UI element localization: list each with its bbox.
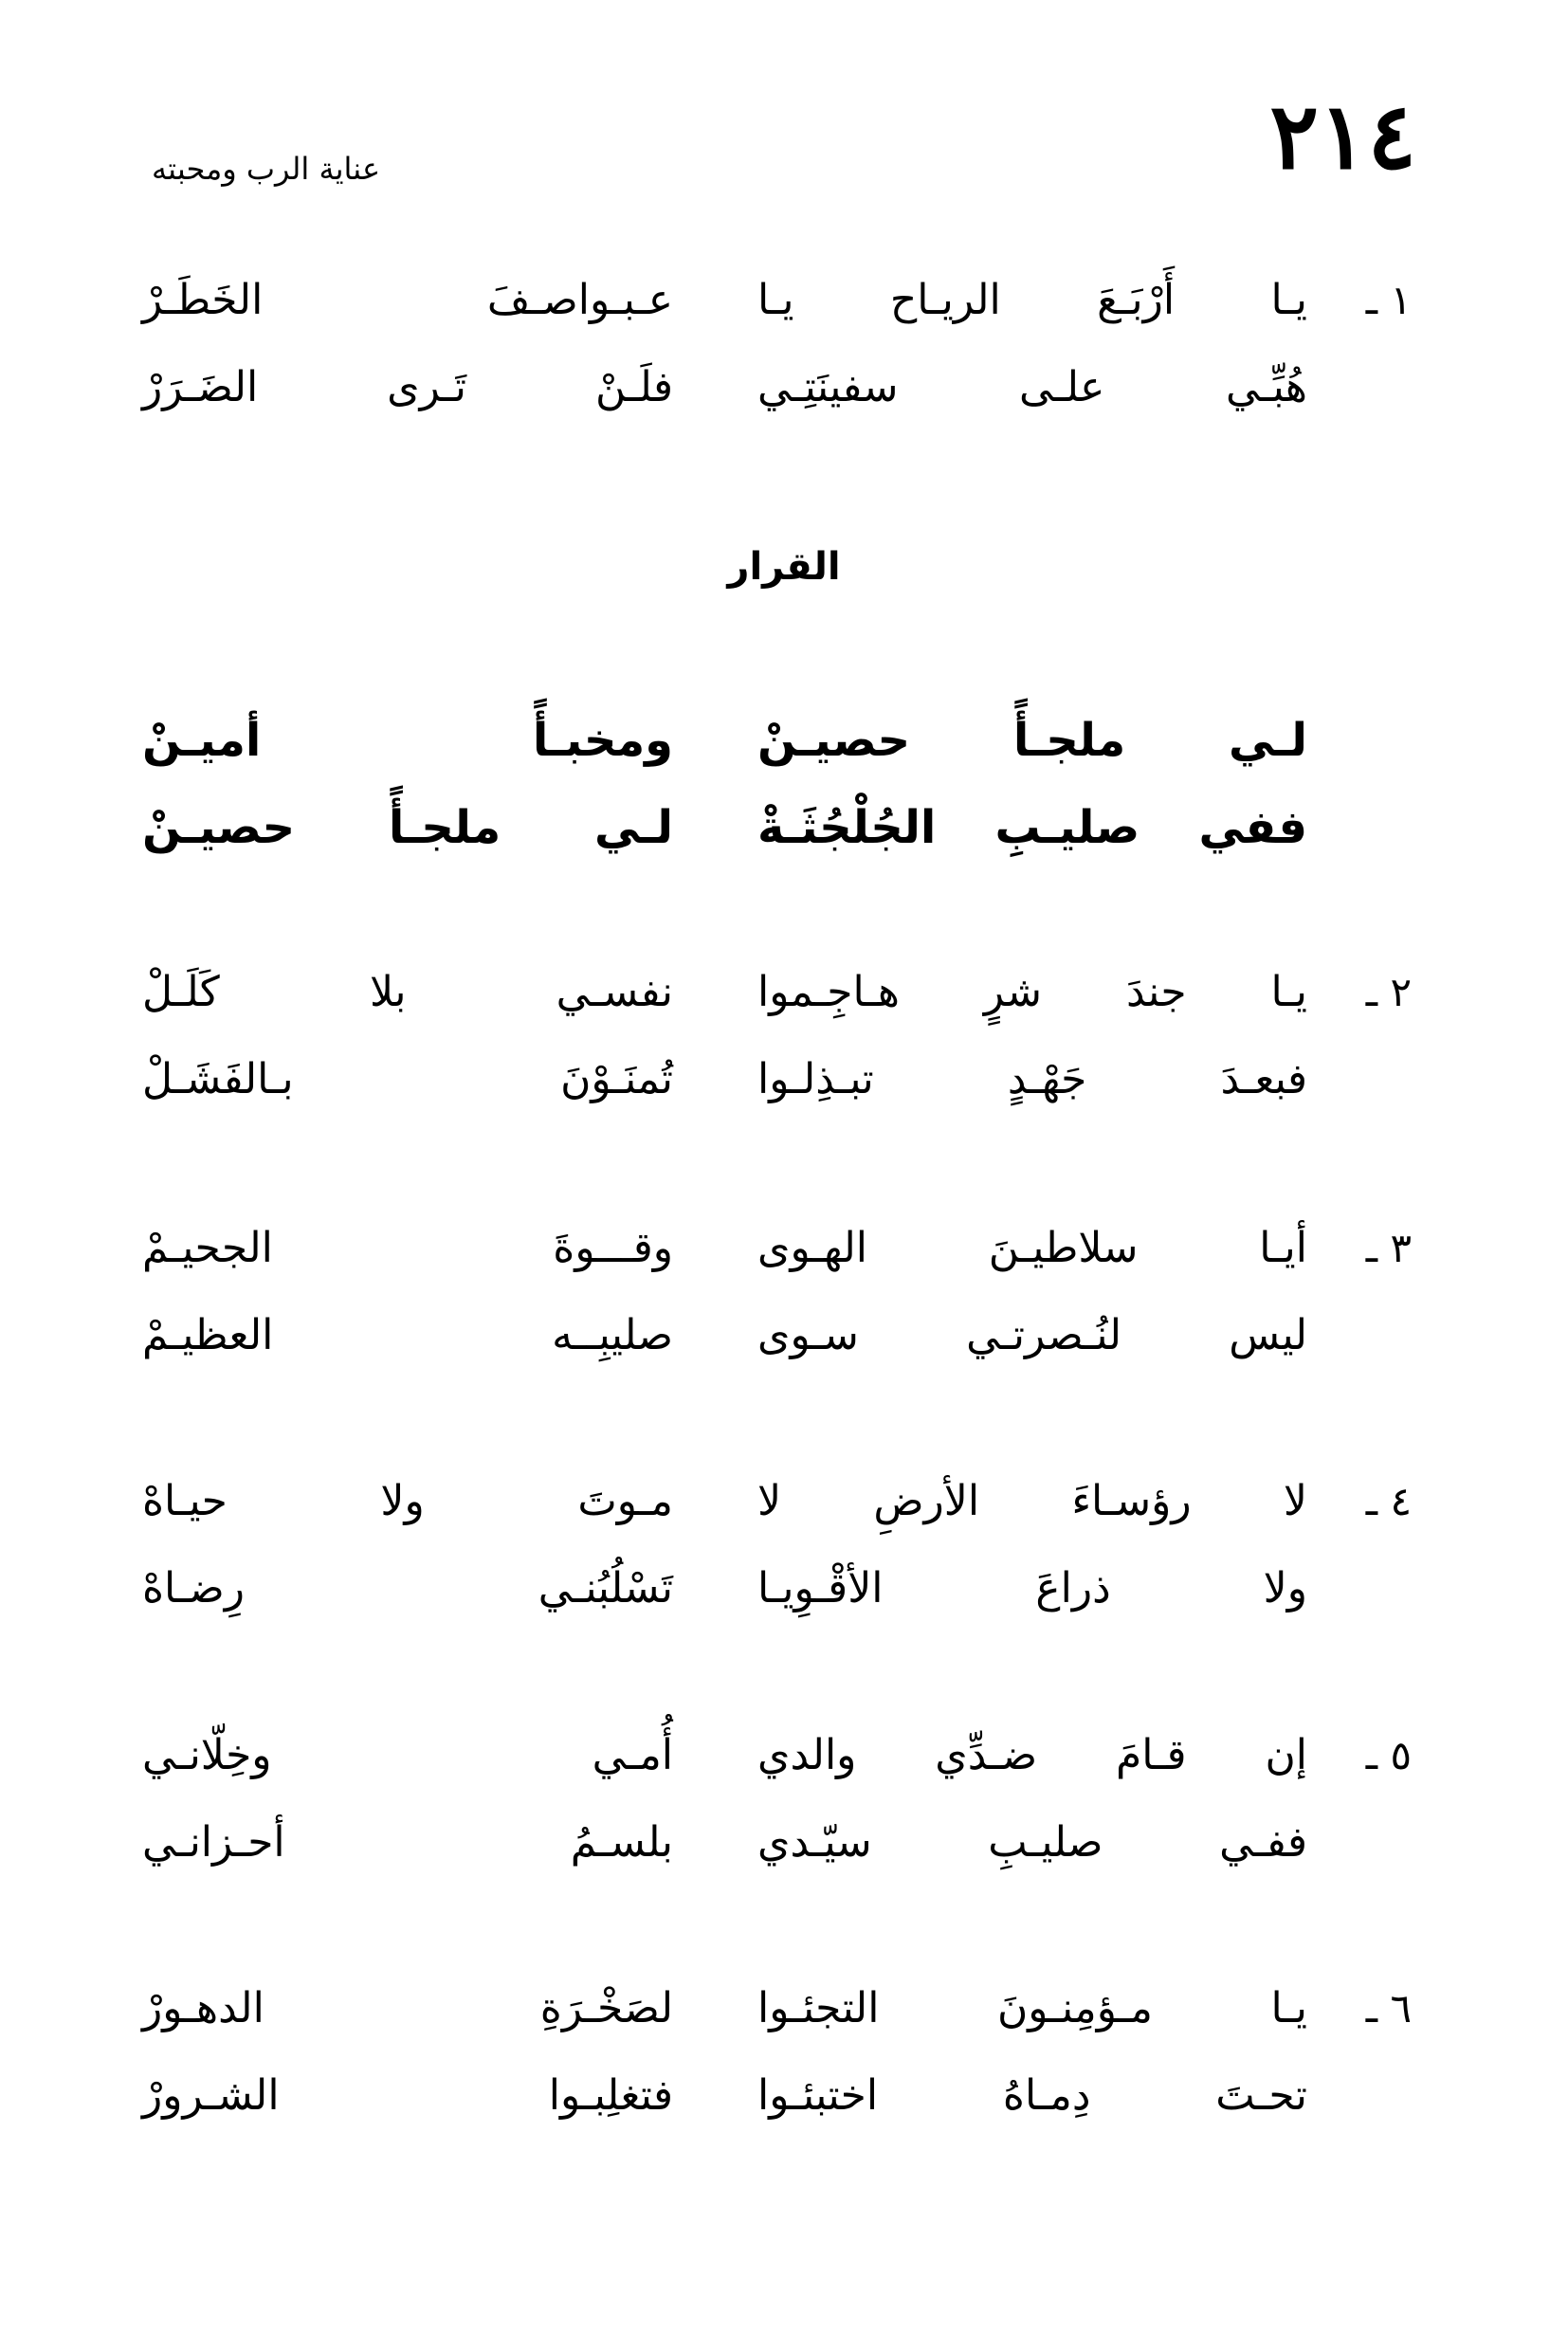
hemistich-left: لـي ملجـأً حصيـنْ (142, 801, 673, 854)
verse-line (142, 1798, 1412, 1886)
verse-line (142, 343, 1412, 430)
stanza-number: ٥ ـ (1365, 1731, 1412, 1778)
hemistich-left: أُمـي وخِلّانـي (142, 1730, 673, 1779)
hemistich-left: فتغلِبـوا الشـرورْ (142, 2070, 673, 2120)
refrain-title: القرار (727, 545, 841, 589)
hemistich-right: هُبِّـي علـى سفينَتِـي (757, 362, 1307, 411)
stanza-4 (142, 1457, 1412, 1631)
hemistich-right: يـا جندَ شرٍ هـاجِـموا (757, 967, 1307, 1016)
hemistich-right: ليس لنُـصرتـي سـوى (757, 1310, 1307, 1359)
stanza-number: ٦ ـ (1365, 1984, 1412, 2032)
hemistich-right: فبعـدَ جَهْـدٍ تبـذِلـوا (757, 1054, 1307, 1103)
stanza-6 (142, 1964, 1412, 2139)
refrain-line (142, 784, 1412, 871)
refrain-line (142, 697, 1412, 784)
hemistich-right: لـي ملجـأً حصيـنْ (757, 714, 1307, 767)
page-number: ٢١٤ (1269, 82, 1416, 190)
stanza-number: ٣ ـ (1365, 1224, 1412, 1271)
verse-line (142, 1457, 1412, 1544)
hemistich-left: تَسْلُبُنـي رِضـاهْ (142, 1563, 673, 1613)
hymn-category: عناية الرب ومحبته (152, 151, 381, 187)
verse-line (142, 1291, 1412, 1378)
stanza-1 (142, 256, 1412, 430)
hemistich-right: يـا مـؤمِنـونَ التجئـوا (757, 1983, 1307, 2032)
hemistich-left: نفسـي بلا كَلَـلْ (142, 967, 673, 1016)
stanza-2 (142, 948, 1412, 1122)
hemistich-left: مـوتَ ولا حيـاهْ (142, 1476, 673, 1525)
verse-line (142, 1964, 1412, 2051)
hemistich-left: صليبِــه العظيـمْ (142, 1310, 673, 1359)
refrain (142, 697, 1412, 871)
stanza-number: ١ ـ (1365, 276, 1412, 323)
stanza-number: ٢ ـ (1365, 968, 1412, 1015)
verse-line (142, 2051, 1412, 2139)
verse-line (142, 256, 1412, 343)
hemistich-left: لصَخْـرَةِ الدهـورْ (142, 1983, 673, 2032)
hemistich-left: فلَـنْ تَـرى الضَـرَرْ (142, 362, 673, 411)
hemistich-left: بلسـمُ أحـزانـي (142, 1817, 673, 1867)
hemistich-left: ومخبـأً أميـنْ (142, 714, 673, 767)
verse-line (142, 1204, 1412, 1291)
verse-line (142, 1035, 1412, 1122)
verse-line (142, 1711, 1412, 1798)
stanza-5 (142, 1711, 1412, 1886)
verse-line (142, 1544, 1412, 1631)
hemistich-right: لا رؤسـاءَ الأرضِ لا (757, 1476, 1307, 1525)
stanza-3 (142, 1204, 1412, 1378)
hemistich-right: ففـي صليـبِ سيّـدي (757, 1817, 1307, 1867)
stanza-number: ٤ ـ (1365, 1477, 1412, 1524)
hemistich-right: يـا أَرْبَـعَ الريـاح يـا (757, 275, 1307, 324)
hemistich-right: ففي صليـبِ الجُلْجُثَـةْ (757, 801, 1307, 854)
hemistich-left: وقـــوةَ الجحيـمْ (142, 1223, 673, 1272)
hemistich-right: أيـا سلاطيـنَ الهـوى (757, 1223, 1307, 1272)
hemistich-left: عـبـواصـفَ الخَطَـرْ (142, 275, 673, 324)
hemistich-left: تُمنَـوْنَ بـالفَشَـلْ (142, 1054, 673, 1103)
hemistich-right: إن قـامَ ضـدِّي والدي (757, 1730, 1307, 1779)
verse-line (142, 948, 1412, 1035)
hemistich-right: ولا ذراعَ الأقْـوِيـا (757, 1563, 1307, 1613)
hemistich-right: تحـتَ دِمـاهُ اختبئـوا (757, 2070, 1307, 2120)
